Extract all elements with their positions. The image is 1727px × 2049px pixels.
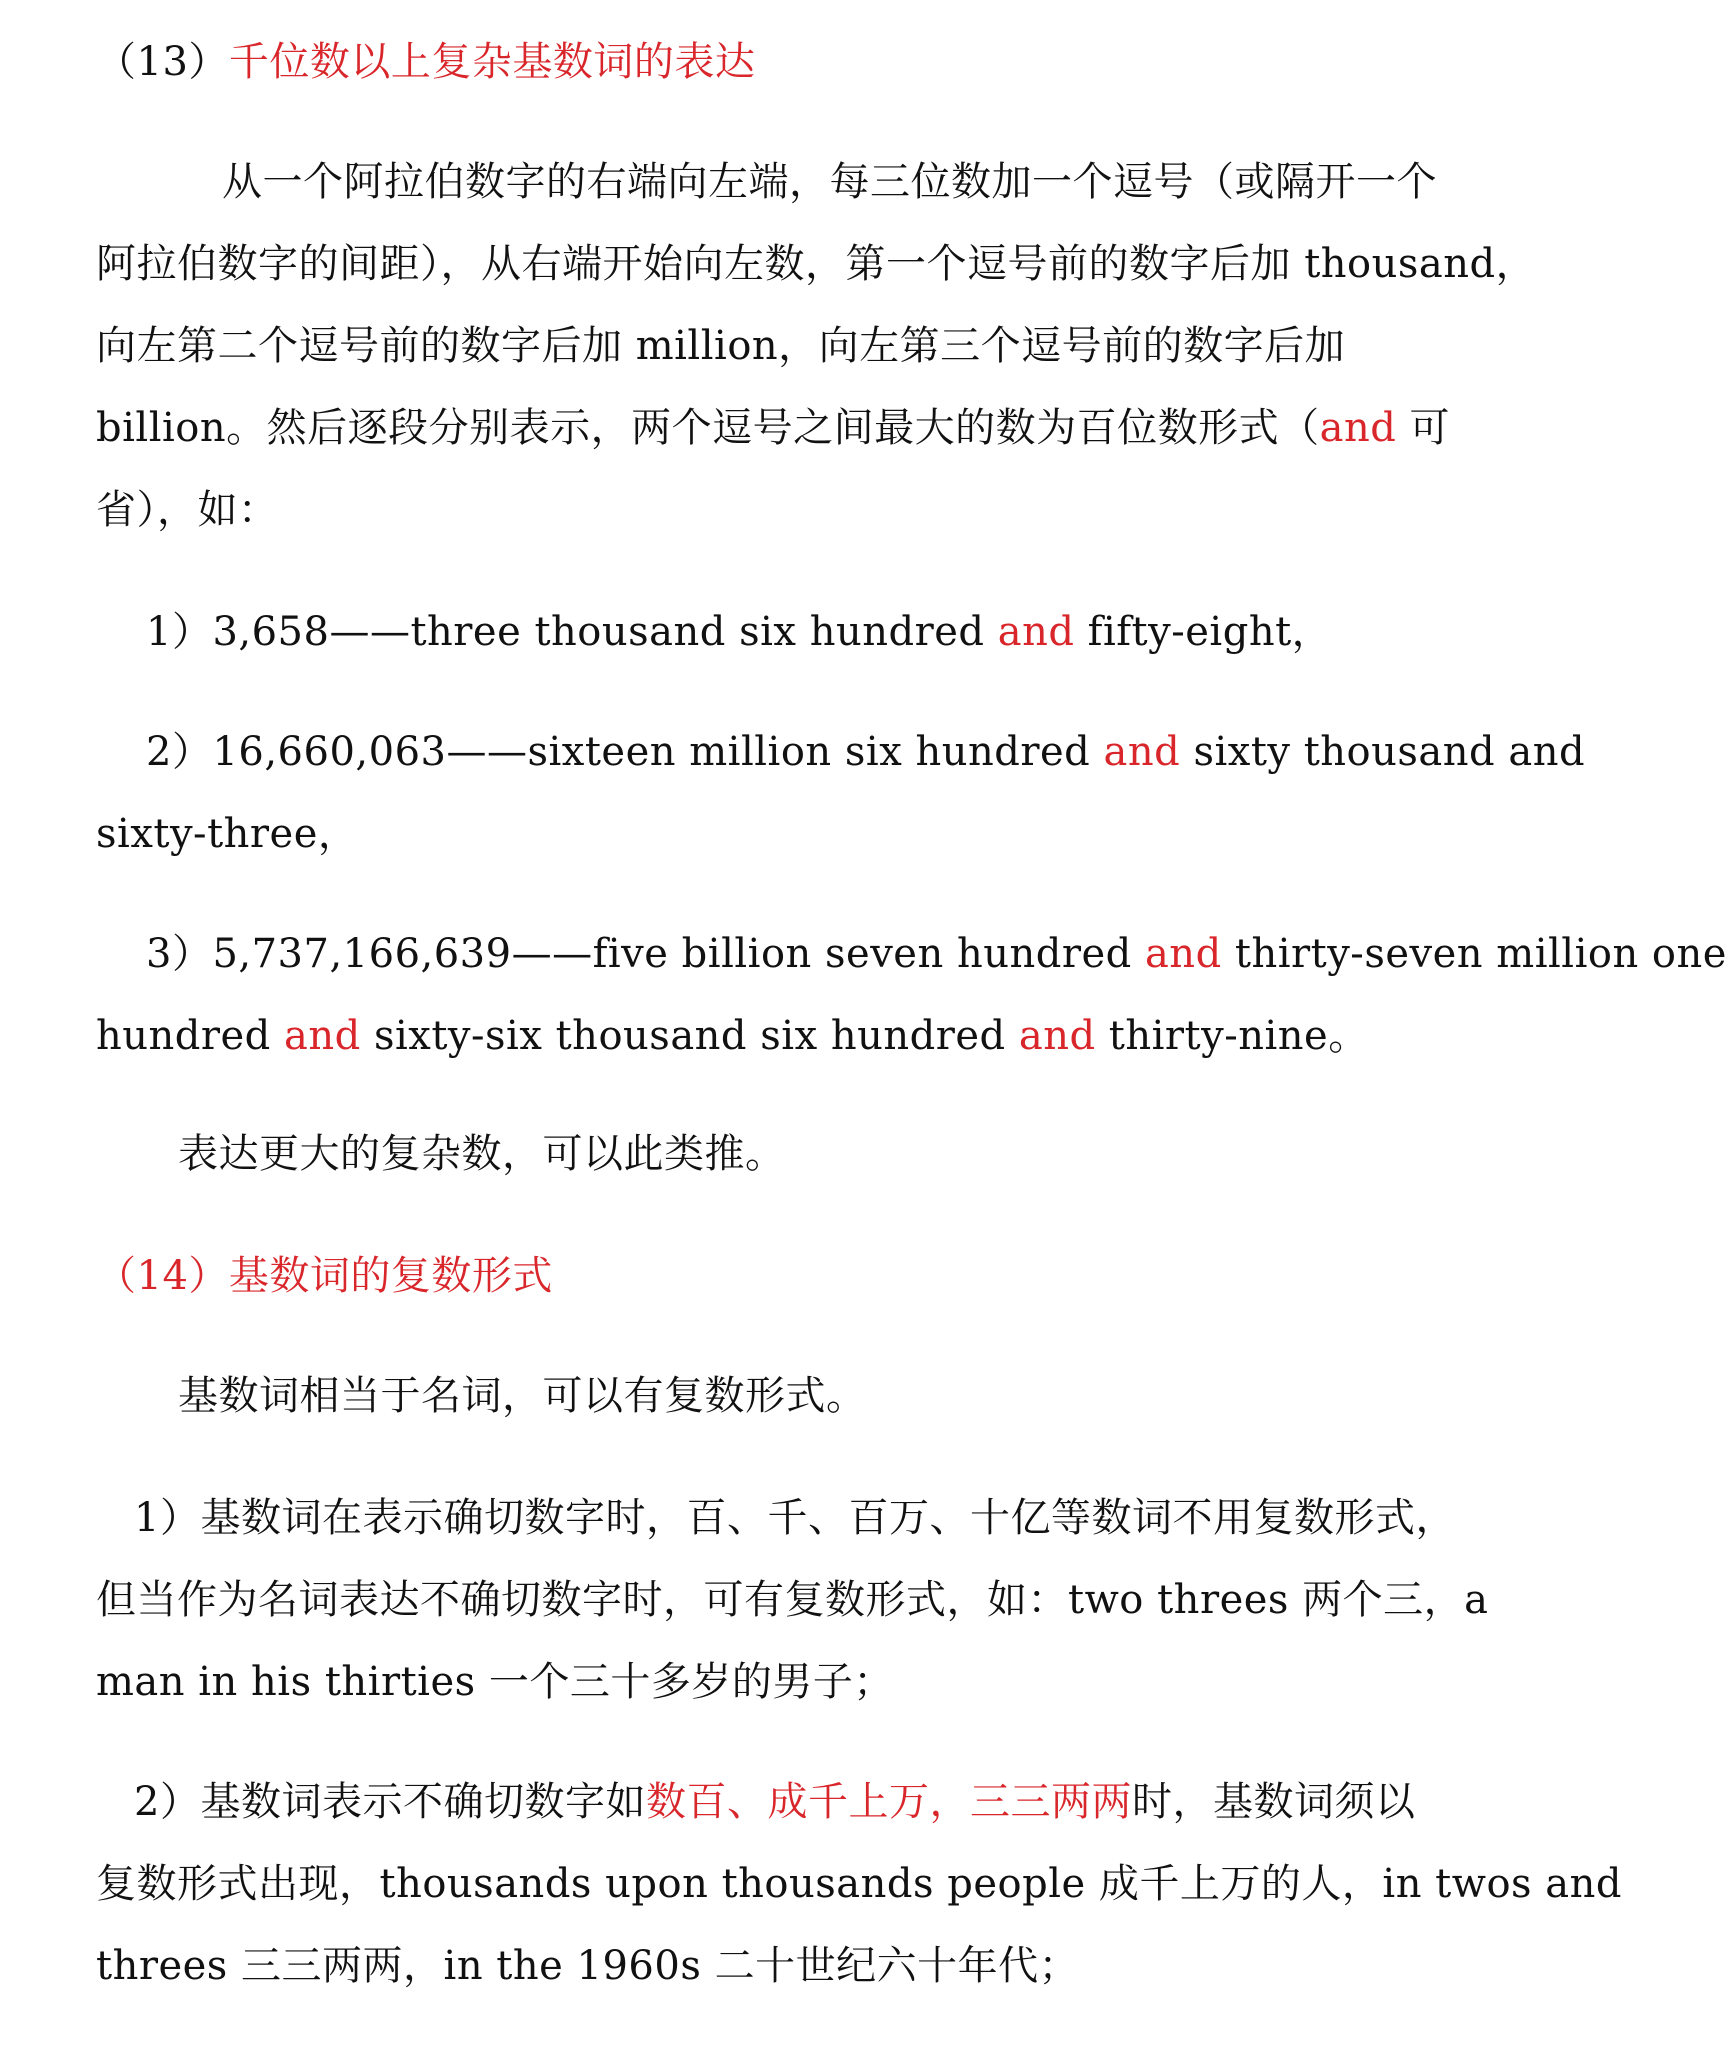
example-1-and: and xyxy=(997,609,1075,655)
item1-line1: 1）基数词在表示确切数字时，百、千、百万、十亿等数词不用复数形式， xyxy=(134,1495,1456,1541)
section-13-number: （13） xyxy=(96,39,229,85)
section-13-title: 千位数以上复杂基数词的表达 xyxy=(228,39,756,85)
section-13-heading xyxy=(96,38,1507,86)
example-1-text: 1）3,658——three thousand six hundred xyxy=(146,609,998,655)
section-14-intro: 基数词相当于名词，可以有复数形式。 xyxy=(178,1373,867,1419)
para1-line2: 阿拉伯数字的间距），从右端开始向左数，第一个逗号前的数字后加 thousand， xyxy=(96,241,1537,287)
example-1 xyxy=(146,608,1507,656)
example-2-and: and xyxy=(1103,729,1181,775)
para1-line5: 省），如： xyxy=(96,487,279,533)
para1-line4-end: 可 xyxy=(1396,405,1451,451)
item2-line1-start: 2）基数词表示不确切数字如 xyxy=(134,1779,646,1825)
example-2-line1 xyxy=(146,728,1586,776)
example-2-end: sixty thousand and xyxy=(1180,729,1586,775)
example-3-and-2: and xyxy=(284,1013,361,1059)
example-3-and-1: and xyxy=(1144,931,1222,977)
item1-line3: man in his thirties 一个三十多岁的男子； xyxy=(96,1659,894,1705)
para1-line1: 从一个阿拉伯数字的右端向左端，每三位数加一个逗号（或隔开一个 xyxy=(222,159,1437,205)
para1-line4 xyxy=(96,404,1507,452)
example-3-line2-start: hundred xyxy=(96,1013,285,1059)
item1-line2: 但当作为名词表达不确切数字时，可有复数形式，如：two threes 两个三，a xyxy=(96,1577,1489,1623)
item2-line1-end: 时，基数词须以 xyxy=(1131,1779,1416,1825)
example-3-line2 xyxy=(96,1012,1507,1060)
item2-highlight: 数百、成千上万，三三两两 xyxy=(645,1779,1132,1825)
section-13-closing: 表达更大的复杂数，可以此类推。 xyxy=(178,1131,786,1177)
example-3-mid: thirty-seven million one xyxy=(1221,931,1727,977)
example-3-line2-mid: sixty-six thousand six hundred xyxy=(360,1013,1019,1059)
item2-line3: threes 三三两两，in the 1960s 二十世纪六十年代； xyxy=(96,1943,1080,1989)
item2-line2: 复数形式出现，thousands upon thousands people 成千上万的人，in twos and xyxy=(96,1861,1623,1907)
para1-line4-text: billion。然后逐段分别表示，两个逗号之间最大的数为百位数形式（ xyxy=(96,405,1320,451)
section-14-heading: （14）基数词的复数形式 xyxy=(96,1253,553,1299)
item2-line1 xyxy=(134,1778,1507,1826)
para1-and-highlight: and xyxy=(1319,405,1397,451)
example-3-line1 xyxy=(146,930,1727,978)
example-2-line2: sixty-three， xyxy=(96,811,359,857)
example-3-line2-end: thirty-nine。 xyxy=(1095,1013,1369,1059)
example-3-text: 3）5,737,166,639——five billion seven hundred xyxy=(146,931,1145,977)
para1-line3: 向左第二个逗号前的数字后加 million，向左第三个逗号前的数字后加 xyxy=(96,323,1346,369)
example-2-text: 2）16,660,063——sixteen million six hundred xyxy=(146,729,1104,775)
example-3-and-3: and xyxy=(1018,1013,1096,1059)
example-1-end: fifty-eight， xyxy=(1074,609,1333,655)
